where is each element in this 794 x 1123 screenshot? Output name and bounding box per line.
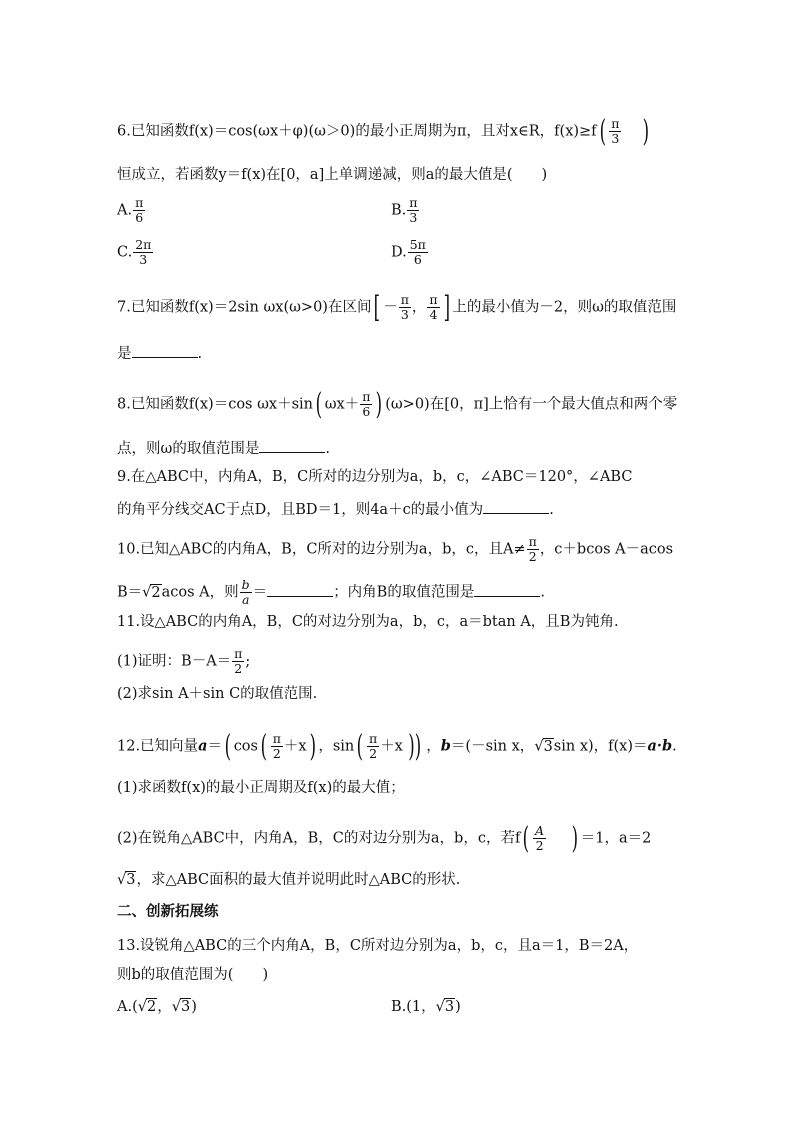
q11-line1: 11.设△ABC的内角A，B，C的对边分别为a，b，c，a＝btan A，且B为钝角. <box>117 614 619 630</box>
q12-part1: (1)求函数f(x)的最小正周期及f(x)的最大值； <box>117 780 405 796</box>
q6-stem: 6.已知函数f(x)＝cos(ωx＋φ)(ω＞0)的最小正周期为π，且对x∈R，f(x)≥f <box>117 123 597 140</box>
q12-part2-cont: √3，求△ABC面积的最大值并说明此时△ABC的形状. <box>117 872 461 888</box>
q6-line2: 恒成立，若函数y＝f(x)在[0，a]上单调递减，则a的最大值是( ) <box>117 167 548 183</box>
q6-option-d[interactable]: D. $\frac{5\pi}{6}$ <box>391 237 426 267</box>
q7-line2: 是 . <box>117 343 202 363</box>
q9-line2: 的角平分线交AC于点D，且BD＝1，则4a＋c的最小值为 . <box>117 499 554 519</box>
q13-option-b[interactable]: B.(1，√3) <box>391 999 461 1015</box>
q11-part2: (2)求sin A＋sin C的取值范围. <box>117 686 318 702</box>
q8-line1: 8.已知函数f(x)＝cos ωx＋sin( ωx＋ $\frac{\pi}{6}$ ) (ω>0)在[0，π]上恰有一个最大值点和两个零 <box>117 386 678 422</box>
section-title: 二、创新拓展练 <box>117 904 219 920</box>
q13-line1: 13.设锐角△ABC的三个内角A，B，C所对边分别为a，b，c，且a＝1，B＝2A， <box>117 938 639 954</box>
q6-option-b[interactable]: B. $\frac{\pi}{3}$ <box>391 195 418 225</box>
q8-answer-blank[interactable] <box>259 438 325 453</box>
q10-line2: B＝√2acos A，则 $\frac{b}{a}$ ＝ ；内角B的取值范围是 . <box>117 577 545 607</box>
q7-answer-blank[interactable] <box>132 343 198 358</box>
q10-answer-blank-1[interactable] <box>267 582 333 597</box>
q6-option-c[interactable]: C. $\frac{2\pi}{3}$ <box>117 237 152 267</box>
q12-part2: (2)在锐角△ABC中，内角A，B，C的对边分别为a，b，c，若f( $\frac{A}{2}$ ) ＝1，a＝2 <box>117 820 652 856</box>
q12-line1: 12.已知向量a＝( cos( $\frac{\pi}{2}$ ＋x) ，sin( $\frac{\pi}{2}$ ＋x )) ，b＝(－sin x，√3sin x)，f(x)＝a·b. <box>117 728 677 764</box>
q9-line1: 9.在△ABC中，内角A，B，C所对的边分别为a，b，c，∠ABC＝120°，∠ABC <box>117 469 633 485</box>
q11-part1: (1)证明：B－A＝ $\frac{\pi}{2}$ ; <box>117 646 251 676</box>
q10-line1: 10.已知△ABC的内角A，B，C所对的边分别为a，b，c，且A≠ $\frac{\pi}{2}$ ，c＋bcos A－acos <box>117 534 674 564</box>
q9-answer-blank[interactable] <box>483 499 549 514</box>
q6-fraction: $\frac{\pi}{3}$ <box>611 116 620 146</box>
q10-answer-blank-2[interactable] <box>474 582 540 597</box>
q13-line2: 则b的取值范围为( ) <box>117 967 269 983</box>
q6-option-a[interactable]: A. $\frac{\pi}{6}$ <box>117 195 144 225</box>
q13-option-a[interactable]: A.(√2，√3) <box>117 999 197 1015</box>
q7-line1: 7.已知函数f(x)＝2sin ωx(ω>0)在区间[ － $\frac{\pi}{3}$ ， $\frac{\pi}{4}$ ] 上的最小值为－2，则ω的取值范围 <box>117 289 677 325</box>
q8-line2: 点，则ω的取值范围是 . <box>117 438 330 458</box>
q6-line1: 6.已知函数f(x)＝cos(ωx＋φ)(ω＞0)的最小正周期为π，且对x∈R，f(x)≥f( $\frac{\pi}{3}$ ) <box>117 113 650 149</box>
